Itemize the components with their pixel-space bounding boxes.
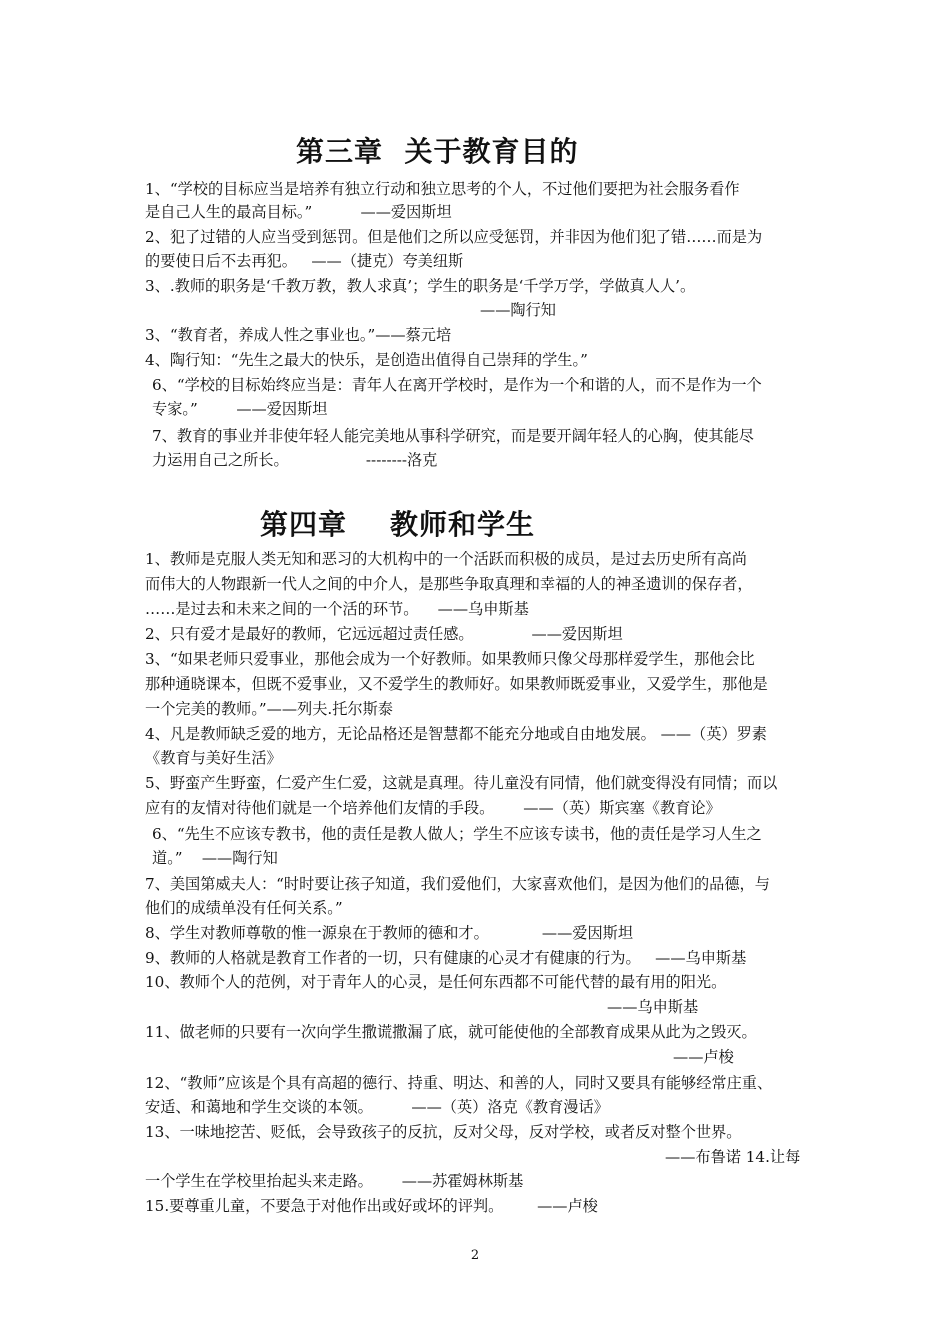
ch4-line-7: 一个完美的教师。”——列夫.托尔斯泰 [145,700,393,718]
ch4-line-16: 8、学生对教师尊敬的惟一源泉在于教师的德和才。 ——爱因斯坦 [145,924,634,942]
ch4-line-9: 《教育与美好生活》 [145,749,282,767]
ch4-line-3: ……是过去和未来之间的一个活的环节。 ——乌申斯基 [145,600,529,618]
ch3-line-8: 4、陶行知：“先生之最大的快乐，是创造出值得自己崇拜的学生。” [145,351,588,369]
ch3-line-10: 专家。” ——爱因斯坦 [152,400,328,418]
ch4-line-1: 1、教师是克服人类无知和恶习的大机构中的一个活跃而积极的成员，是过去历史所有高尚 [145,550,747,568]
ch4-line-15: 他们的成绩单没有任何关系。” [145,899,343,917]
ch3-line-4: 的要使日后不去再犯。 ——（捷克）夸美纽斯 [145,252,464,270]
ch3-line-5: 3、.教师的职务是‘千教万教，教人求真’；学生的职务是‘千学万学，学做真人人’。 [145,277,696,295]
ch3-line-7: 3、“教育者，养成人性之事业也。”——蔡元培 [145,326,452,344]
ch4-line-23: 安适、和蔼地和学生交谈的本领。 ——（英）洛克《教育漫话》 [145,1098,609,1116]
ch4-line-25: ——布鲁诺 14.让每 [665,1148,801,1166]
ch4-line-6: 那种通晓课本，但既不爱事业，又不爱学生的教师好。如果教师既爱事业，又爱学生，那他是 [145,675,768,693]
ch4-line-13: 道。” ——陶行知 [152,849,278,867]
ch4-line-18: 10、教师个人的范例，对于青年人的心灵，是任何东西都不可能代替的最有用的阳光。 [145,973,727,991]
ch4-line-2: 而伟大的人物跟新一代人之间的中介人，是那些争取真理和幸福的人的神圣遗训的保存者， [145,575,753,593]
ch4-line-8: 4、凡是教师缺乏爱的地方，无论品格还是智慧都不能充分地或自由地发展。 ——（英）罗素 [145,725,767,743]
ch3-line-1: 1、“学校的目标应当是培养有独立行动和独立思考的个人，不过他们要把为社会服务看作 [145,180,740,198]
ch4-line-26: 一个学生在学校里抬起头来走路。 ——苏霍姆林斯基 [145,1172,524,1190]
ch4-line-20: 11、做老师的只要有一次向学生撒谎撒漏了底，就可能使他的全部教育成果从此为之毁灭。 [145,1023,757,1041]
ch4-line-27: 15.要尊重儿童，不要急于对他作出或好或坏的评判。 ——卢梭 [145,1197,598,1215]
ch4-line-22: 12、“教师”应该是个具有高超的德行、持重、明达、和善的人，同时又要具有能够经常庄重、 [145,1074,773,1092]
ch4-line-11: 应有的友情对待他们就是一个培养他们友情的手段。 ——（英）斯宾塞《教育论》 [145,799,721,817]
chapter-4-title: 第四章 教师和学生 [260,508,535,541]
ch4-line-12: 6、“先生不应该专教书，他的责任是教人做人；学生不应该专读书，他的责任是学习人生之 [152,825,762,843]
ch4-line-21: ——卢梭 [673,1048,734,1066]
ch4-line-10: 5、野蛮产生野蛮，仁爱产生仁爱，这就是真理。待儿童没有同情，他们就变得没有同情；而以 [145,774,778,792]
ch4-line-17: 9、教师的人格就是教育工作者的一切，只有健康的心灵才有健康的行为。 ——乌申斯基 [145,949,747,967]
ch4-line-19: ——乌申斯基 [607,998,699,1016]
ch4-line-24: 13、一味地挖苦、贬低，会导致孩子的反抗，反对父母，反对学校，或者反对整个世界。 [145,1123,742,1141]
ch3-line-12: 力运用自己之所长。 --------洛克 [152,451,438,469]
ch4-line-5: 3、“如果老师只爱事业，那他会成为一个好教师。如果教师只像父母那样爱学生，那他会比 [145,650,755,668]
ch3-line-9: 6、“学校的目标始终应当是：青年人在离开学校时，是作为一个和谐的人，而不是作为一个 [152,376,762,394]
ch4-line-4: 2、只有爱才是最好的教师，它远远超过责任感。 ——爱因斯坦 [145,625,623,643]
ch4-line-14: 7、美国第威夫人：“时时要让孩子知道，我们爱他们，大家喜欢他们，是因为他们的品德，与 [145,875,770,893]
ch3-line-6: ——陶行知 [480,301,556,319]
ch3-line-3: 2、犯了过错的人应当受到惩罚。但是他们之所以应受惩罚，并非因为他们犯了错……而是为 [145,228,763,246]
ch3-line-11: 7、教育的事业并非使年轻人能完美地从事科学研究，而是要开阔年轻人的心胸，使其能尽 [152,427,754,445]
chapter-3-title: 第三章 关于教育目的 [296,135,579,168]
ch3-line-2: 是自己人生的最高目标。” ——爱因斯坦 [145,203,452,221]
page-number: 2 [470,1248,480,1263]
